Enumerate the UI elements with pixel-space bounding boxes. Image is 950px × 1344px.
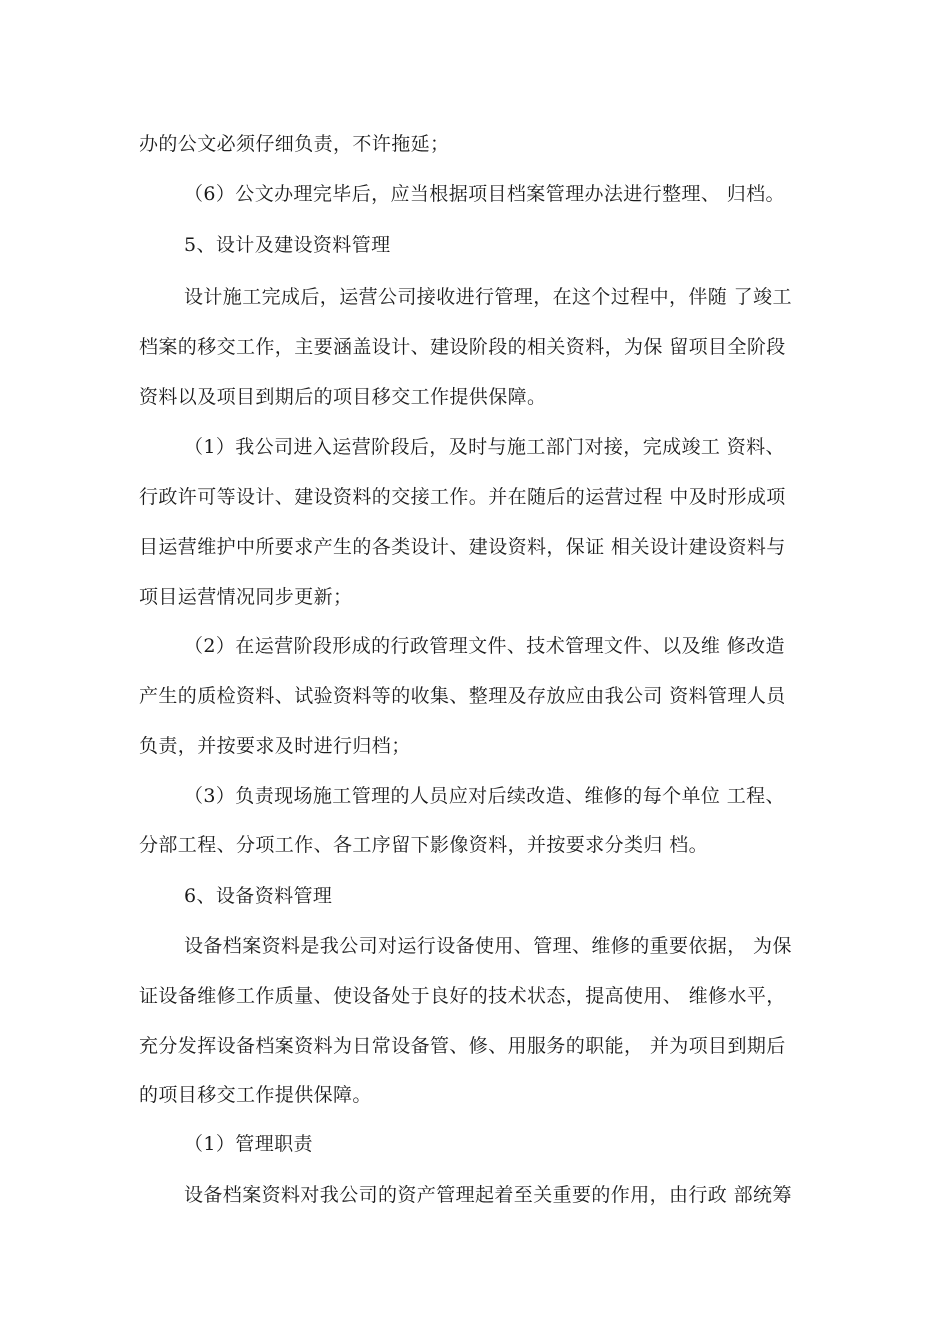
text-line: 行政许可等设计、建设资料的交接工作。并在随后的运营过程 中及时形成项	[139, 486, 786, 508]
text-line: （3）负责现场施工管理的人员应对后续改造、维修的每个单位 工程、	[184, 785, 785, 807]
text-line: 设计施工完成后，运营公司接收进行管理，在这个过程中，伴随 了竣工	[184, 286, 792, 308]
text-line: 充分发挥设备档案资料为日常设备管、修、用服务的职能， 并为项目到期后	[139, 1035, 786, 1057]
text-line: 档案的移交工作，主要涵盖设计、建设阶段的相关资料，为保 留项目全阶段	[139, 336, 786, 358]
text-line: 分部工程、分项工作、各工序留下影像资料，并按要求分类归 档。	[139, 834, 709, 856]
text-line: 设备档案资料是我公司对运行设备使用、管理、维修的重要依据， 为保	[184, 935, 792, 957]
text-line: 目运营维护中所要求产生的各类设计、建设资料，保证 相关设计建设资料与	[139, 536, 786, 558]
text-line: （6）公文办理完毕后，应当根据项目档案管理办法进行整理、 归档。	[184, 183, 785, 205]
subsection-heading: （1）管理职责	[184, 1133, 313, 1155]
text-line: 设备档案资料对我公司的资产管理起着至关重要的作用，由行政 部统筹	[184, 1184, 792, 1206]
text-line: 项目运营情况同步更新；	[139, 586, 353, 608]
text-line: 负责，并按要求及时进行归档；	[139, 735, 411, 757]
text-line: 证设备维修工作质量、使设备处于良好的技术状态，提高使用、 维修水平，	[139, 985, 786, 1007]
section-heading: 6、设备资料管理	[184, 885, 333, 907]
text-line: 资料以及项目到期后的项目移交工作提供保障。	[139, 386, 547, 408]
text-line: 办的公文必须仔细负责，不许拖延；	[139, 133, 450, 155]
section-heading: 5、设计及建设资料管理	[184, 234, 391, 256]
text-line: 的项目移交工作提供保障。	[139, 1084, 372, 1106]
text-line: 产生的质检资料、试验资料等的收集、整理及存放应由我公司 资料管理人员	[139, 685, 786, 707]
text-line: （2）在运营阶段形成的行政管理文件、技术管理文件、以及维 修改造	[184, 635, 785, 657]
text-line: （1）我公司进入运营阶段后，及时与施工部门对接，完成竣工 资料、	[184, 436, 785, 458]
